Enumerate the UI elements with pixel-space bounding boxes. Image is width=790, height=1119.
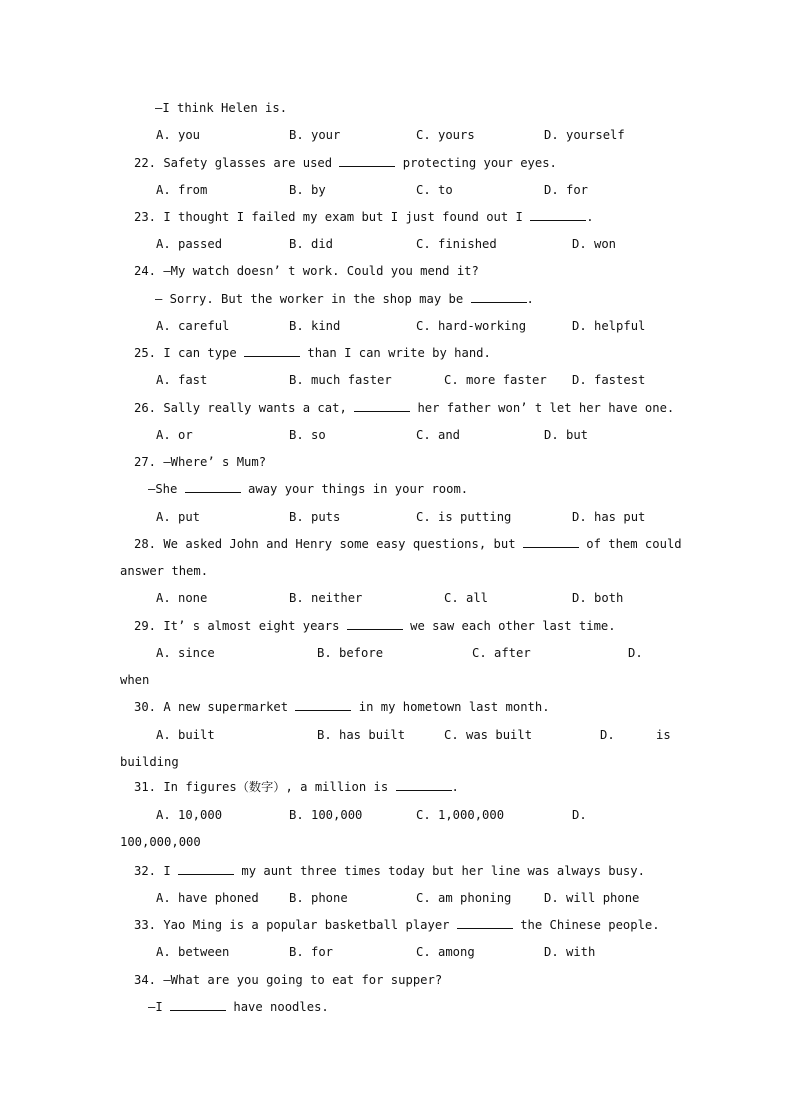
q21-reply: —I think Helen is.: [155, 101, 288, 115]
q28-stem: 28. We asked John and Henry some easy questions, but of them could: [134, 537, 682, 551]
q33-stem: 33. Yao Ming is a popular basketball player the Chinese people.: [134, 918, 660, 932]
q21-option-c[interactable]: C. yours: [416, 128, 475, 142]
q23-stem: 23. I thought I failed my exam but I just found out I .: [134, 210, 594, 224]
q23-option-b[interactable]: B. did: [289, 237, 334, 251]
q31-option-d[interactable]: D.: [572, 808, 587, 822]
q24-option-b[interactable]: B. kind: [289, 319, 341, 333]
q32-stem: 32. I my aunt three times today but her line was always busy.: [134, 864, 645, 878]
answer-blank: [347, 618, 403, 630]
q31-option-b[interactable]: B. 100,000: [289, 808, 363, 822]
q31-option-c[interactable]: C. 1,000,000: [416, 808, 505, 822]
answer-blank: [295, 699, 351, 711]
answer-blank: [244, 345, 300, 357]
q29-option-c[interactable]: C. after: [472, 646, 531, 660]
q30-option-c[interactable]: C. was built: [444, 728, 533, 742]
answer-blank: [523, 536, 579, 548]
q21-option-a[interactable]: A. you: [156, 128, 201, 142]
q30-option-d-word[interactable]: is: [656, 728, 671, 742]
q30-stem: 30. A new supermarket in my hometown last month.: [134, 700, 550, 714]
answer-blank: [185, 481, 241, 493]
q24-option-a[interactable]: A. careful: [156, 319, 230, 333]
q30-option-b[interactable]: B. has built: [317, 728, 406, 742]
q31-option-d-text[interactable]: 100,000,000: [120, 835, 201, 849]
q21-option-b[interactable]: B. your: [289, 128, 341, 142]
q23-option-d[interactable]: D. won: [572, 237, 617, 251]
q34-line1: 34. —What are you going to eat for supper?: [134, 973, 443, 987]
q32-option-c[interactable]: C. am phoning: [416, 891, 512, 905]
q26-option-b[interactable]: B. so: [289, 428, 326, 442]
q32-option-d[interactable]: D. will phone: [544, 891, 640, 905]
q28-option-d[interactable]: D. both: [572, 591, 624, 605]
q22-option-a[interactable]: A. from: [156, 183, 208, 197]
q29-option-b[interactable]: B. before: [317, 646, 384, 660]
q21-option-d[interactable]: D. yourself: [544, 128, 625, 142]
q28-stem-cont: answer them.: [120, 564, 209, 578]
q25-option-d[interactable]: D. fastest: [572, 373, 646, 387]
q32-option-a[interactable]: A. have phoned: [156, 891, 259, 905]
q30-option-a[interactable]: A. built: [156, 728, 215, 742]
answer-blank: [530, 209, 586, 221]
q22-option-c[interactable]: C. to: [416, 183, 453, 197]
q27-option-c[interactable]: C. is putting: [416, 510, 512, 524]
answer-blank: [396, 779, 452, 791]
q29-option-d[interactable]: D.: [628, 646, 643, 660]
q29-option-d-text[interactable]: when: [120, 673, 150, 687]
q27-line1: 27. —Where’ s Mum?: [134, 455, 267, 469]
q22-option-b[interactable]: B. by: [289, 183, 326, 197]
q23-option-c[interactable]: C. finished: [416, 237, 497, 251]
answer-blank: [471, 291, 527, 303]
q25-option-b[interactable]: B. much faster: [289, 373, 392, 387]
q22-option-d[interactable]: D. for: [544, 183, 589, 197]
answer-blank: [339, 155, 395, 167]
q23-option-a[interactable]: A. passed: [156, 237, 223, 251]
q27-option-d[interactable]: D. has put: [572, 510, 646, 524]
q31-stem: 31. In figures（数字）, a million is .: [134, 780, 459, 794]
q28-option-b[interactable]: B. neither: [289, 591, 363, 605]
q25-stem: 25. I can type than I can write by hand.: [134, 346, 491, 360]
q22-stem: 22. Safety glasses are used protecting your eyes.: [134, 156, 557, 170]
answer-blank: [178, 863, 234, 875]
q27-option-a[interactable]: A. put: [156, 510, 201, 524]
q28-option-a[interactable]: A. none: [156, 591, 208, 605]
q30-option-d-text[interactable]: building: [120, 755, 179, 769]
q34-stem: —I have noodles.: [148, 1000, 329, 1014]
q24-option-c[interactable]: C. hard-working: [416, 319, 527, 333]
q29-option-a[interactable]: A. since: [156, 646, 215, 660]
q26-stem: 26. Sally really wants a cat, her father won’ t let her have one.: [134, 401, 675, 415]
q24-line1: 24. —My watch doesn’ t work. Could you mend it?: [134, 264, 479, 278]
q26-option-a[interactable]: A. or: [156, 428, 193, 442]
q33-option-a[interactable]: A. between: [156, 945, 230, 959]
q26-option-d[interactable]: D. but: [544, 428, 589, 442]
q26-option-c[interactable]: C. and: [416, 428, 461, 442]
q33-option-d[interactable]: D. with: [544, 945, 596, 959]
q32-option-b[interactable]: B. phone: [289, 891, 348, 905]
q24-option-d[interactable]: D. helpful: [572, 319, 646, 333]
answer-blank: [170, 999, 226, 1011]
q33-option-c[interactable]: C. among: [416, 945, 475, 959]
q25-option-c[interactable]: C. more faster: [444, 373, 547, 387]
q33-option-b[interactable]: B. for: [289, 945, 334, 959]
q29-stem: 29. It’ s almost eight years we saw each other last time.: [134, 619, 616, 633]
answer-blank: [354, 400, 410, 412]
q31-option-a[interactable]: A. 10,000: [156, 808, 223, 822]
q28-option-c[interactable]: C. all: [444, 591, 489, 605]
q25-option-a[interactable]: A. fast: [156, 373, 208, 387]
q27-stem: —She away your things in your room.: [148, 482, 469, 496]
q24-stem: — Sorry. But the worker in the shop may be .: [155, 292, 534, 306]
q27-option-b[interactable]: B. puts: [289, 510, 341, 524]
q30-option-d[interactable]: D.: [600, 728, 615, 742]
answer-blank: [457, 917, 513, 929]
